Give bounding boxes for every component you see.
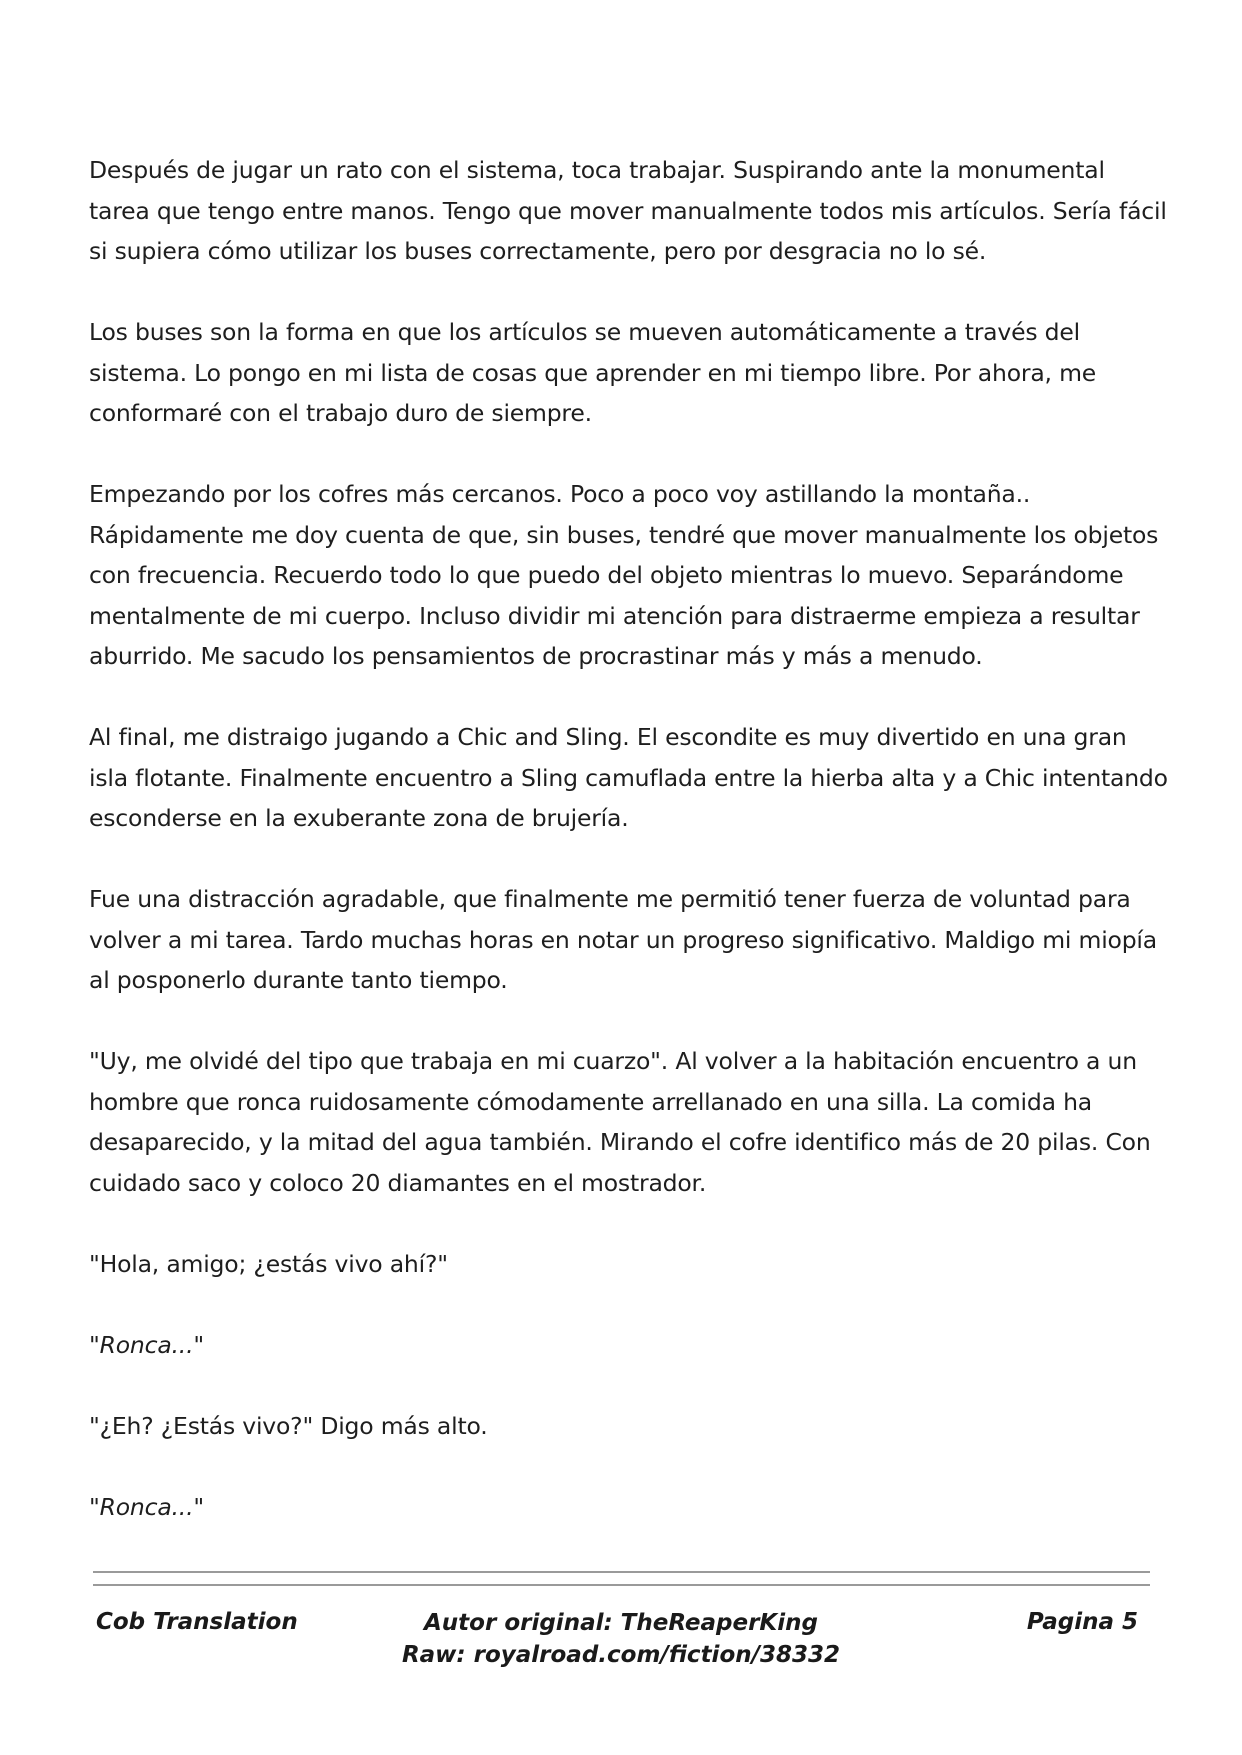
dialogue-snore-2 [89,1487,1169,1528]
dialogue-eh: "¿Eh? ¿Estás vivo?" Digo más alto. [89,1411,488,1440]
footer-raw-source: Raw: royalroad.com/fiction/38332 [401,1642,841,1668]
open-quote: " [89,1492,100,1521]
footer-author: Autor original: TheReaperKing [424,1610,818,1636]
paragraph-3: Empezando por los cofres más cercanos. Poco a poco voy astillando la montaña.. Rápidamente me doy cuenta de que, sin buses, tendré que mover manualmente los objetos con frecuencia. Recuerdo todo lo que puedo del objeto mientras lo muevo. Separándome mentalmente de mi cuerpo. Incluso dividir mi atención para distraerme empieza a resultar aburrido. Me sacudo los pensamientos de procrastinar más y más a menudo. [89,480,1159,670]
footer-translator: Cob Translation [96,1609,298,1635]
paragraph-1: Después de jugar un rato con el sistema, toca trabajar. Suspirando ante la monumental tarea que tengo entre manos. Tengo que mover manualmente todos mis artículos. Sería fácil si supiera cómo utilizar los buses correctamente, pero por desgracia no lo sé. [89,156,1167,265]
paragraph-4: Al final, me distraigo jugando a Chic and Sling. El escondite es muy divertido en una gran isla flotante. Finalmente encuentro a Sling camuflada entre la hierba alta y a Chic intentando esconderse en la exuberante zona de brujería. [89,723,1168,832]
footer-divider-bottom [93,1584,1150,1586]
footer-page-number: Pagina 5 [1026,1609,1138,1635]
snore-text: Ronca... [99,1492,194,1521]
dialogue-hola: "Hola, amigo; ¿estás vivo ahí?" [89,1249,448,1278]
paragraph-2: Los buses son la forma en que los artículos se mueven automáticamente a través del sistema. Lo pongo en mi lista de cosas que aprender en mi tiempo libre. Por ahora, me conformaré con el trabajo duro de siempre. [89,318,1097,427]
footer-divider-top [93,1571,1150,1573]
paragraph-6: "Uy, me olvidé del tipo que trabaja en mi cuarzo". Al volver a la habitación encuentro a un hombre que ronca ruidosamente cómodamente arrellanado en una silla. La comida ha desaparecido, y la mitad del agua también. Mirando el cofre identifico más de 20 pilas. Con cuidado saco y coloco 20 diamantes en el mostrador. [89,1047,1151,1197]
open-quote: " [89,1330,100,1359]
paragraph-5: Fue una distracción agradable, que finalmente me permitió tener fuerza de voluntad para volver a mi tarea. Tardo muchas horas en notar un progreso significativo. Maldigo mi miopía al posponerlo durante tanto tiempo. [89,885,1157,994]
dialogue-snore-1 [89,1325,1169,1366]
document-body [89,150,1169,1568]
snore-text: Ronca... [99,1330,194,1359]
close-quote: " [193,1330,204,1359]
close-quote: " [193,1492,204,1521]
